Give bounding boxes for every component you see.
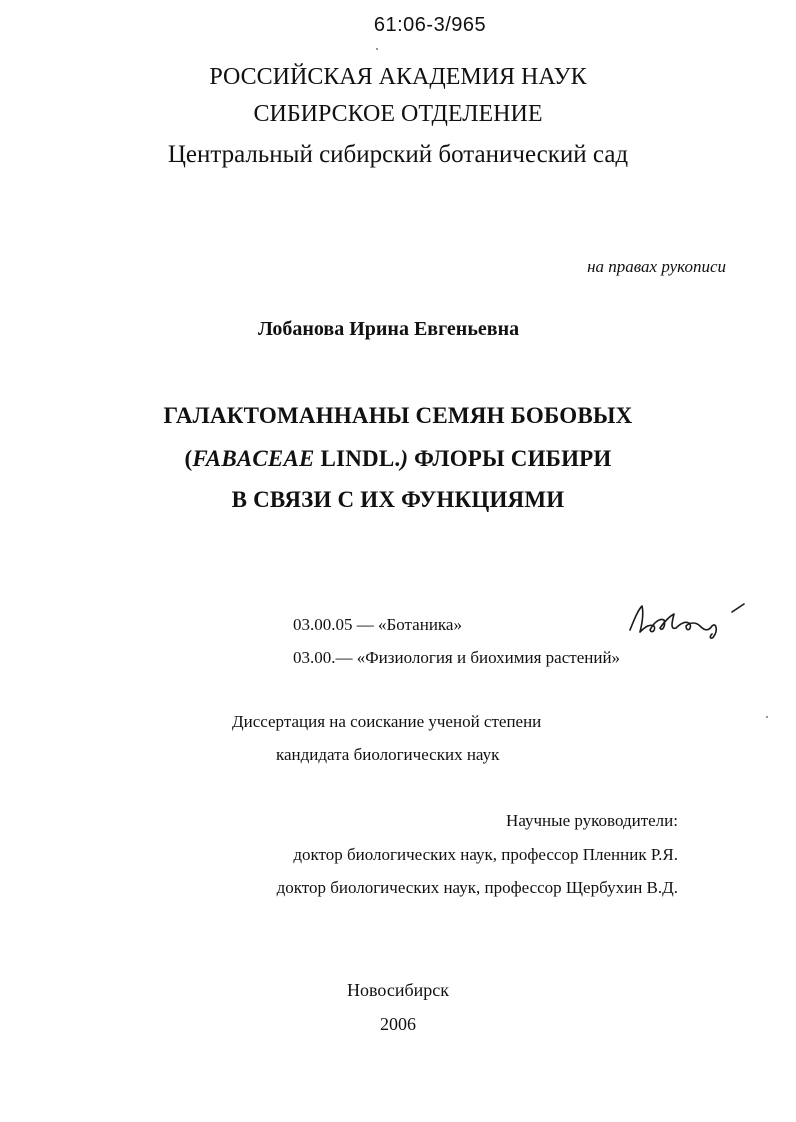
title-paren-close: ) [400, 446, 409, 471]
supervisors-heading: Научные руководители: [506, 811, 678, 830]
organization-line-1: РОССИЙСКАЯ АКАДЕМИЯ НАУК [209, 64, 587, 90]
year: 2006 [380, 1014, 416, 1034]
title-flora: ФЛОРЫ СИБИРИ [408, 446, 612, 471]
catalog-number-text: 61:06-3/965 [373, 14, 487, 36]
title-line-3: В СВЯЗИ С ИХ ФУНКЦИЯМИ [231, 487, 565, 512]
title-line-2 [0, 446, 796, 472]
title-line-1: ГАЛАКТОМАННАНЫ СЕМЯН БОБОВЫХ [163, 403, 633, 428]
catalog-number [0, 14, 796, 37]
scan-speck [766, 716, 768, 718]
specialty-2: 03.00.— «Физиология и биохимия растений» [293, 648, 621, 667]
title-authority: LINDL. [314, 446, 401, 471]
scan-speck [376, 48, 378, 50]
organization-line-2: СИБИРСКОЕ ОТДЕЛЕНИЕ [253, 101, 543, 127]
supervisor-1: доктор биологических наук, профессор Пленник Р.Я. [293, 845, 678, 864]
city: Новосибирск [347, 980, 449, 1000]
organization-line-3: Центральный сибирский ботанический сад [167, 141, 629, 168]
title-paren-open: ( [184, 446, 193, 471]
title-family-name: FABACEAE [192, 446, 315, 471]
supervisor-2: доктор биологических наук, профессор Щербухин В.Д. [276, 878, 678, 897]
author-name: Лобанова Ирина Евгеньевна [258, 318, 520, 340]
specialty-1: 03.00.05 — «Ботаника» [293, 615, 462, 634]
degree-line-1: Диссертация на соискание ученой степени [232, 712, 542, 731]
degree-line-2: кандидата биологических наук [276, 745, 500, 764]
handwritten-signature [620, 596, 760, 644]
manuscript-note: на правах рукописи [587, 257, 726, 276]
